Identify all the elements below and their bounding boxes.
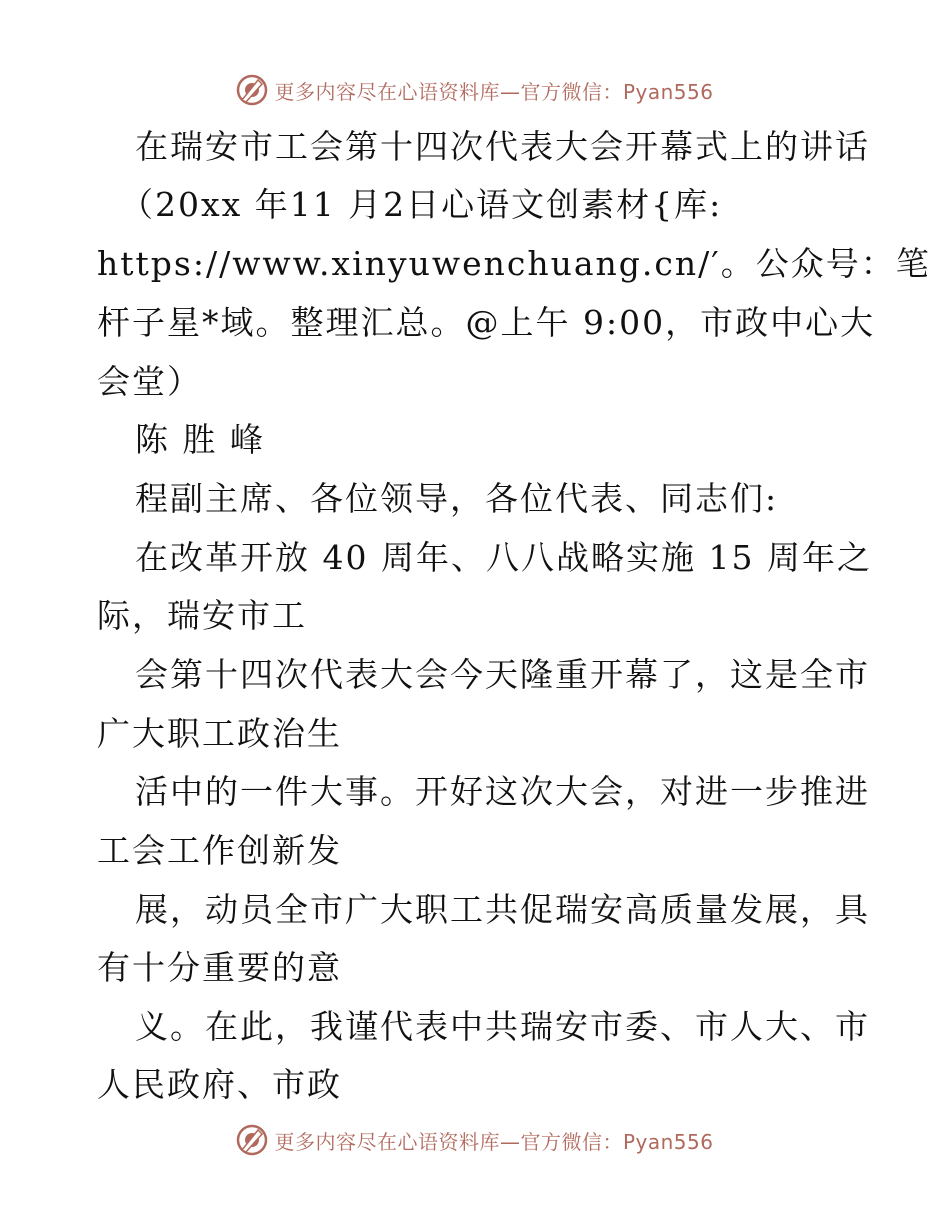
banner-text: 更多内容尽在心语资料库—官方微信：Pyan556: [274, 1129, 714, 1154]
doc-line: 在改革开放 40 周年、八八战略实施 15 周年之: [135, 538, 872, 577]
doc-line: 工会工作创新发: [97, 831, 342, 870]
bottom-watermark-banner: [0, 1120, 950, 1160]
pen-seal-icon: [236, 1124, 268, 1156]
doc-line: 有十分重要的意: [97, 948, 342, 987]
doc-line: 广大职工政治生: [97, 714, 342, 753]
doc-line: 杆子星*域。整理汇总。@上午 9:00，市政中心大: [97, 303, 876, 342]
doc-line: 义。在此，我谨代表中共瑞安市委、市人大、市: [135, 1007, 870, 1046]
doc-title: 在瑞安市工会第十四次代表大会开幕式上的讲话: [135, 127, 870, 166]
doc-line: 人民政府、市政: [97, 1065, 342, 1104]
doc-line: 展，动员全市广大职工共促瑞安高质量发展，具: [135, 890, 870, 929]
doc-salutation: 程副主席、各位领导，各位代表、同志们:: [135, 479, 779, 518]
doc-line: 际，瑞安市工: [97, 596, 307, 635]
doc-line: （20xx 年11 月2日心语文创素材{库:: [120, 185, 723, 224]
doc-line: https://www.xinyuwenchuang.cn/′。公众号：笔: [97, 244, 931, 283]
pen-seal-icon: [236, 74, 268, 106]
banner-text: 更多内容尽在心语资料库—官方微信：Pyan556: [274, 79, 714, 104]
doc-line: 活中的一件大事。开好这次大会，对进一步推进: [135, 772, 870, 811]
doc-line: 会第十四次代表大会今天隆重开幕了，这是全市: [135, 655, 870, 694]
top-watermark-banner: [0, 70, 950, 110]
doc-line: 会堂）: [97, 362, 202, 401]
doc-author: 陈 胜 峰: [135, 420, 265, 459]
